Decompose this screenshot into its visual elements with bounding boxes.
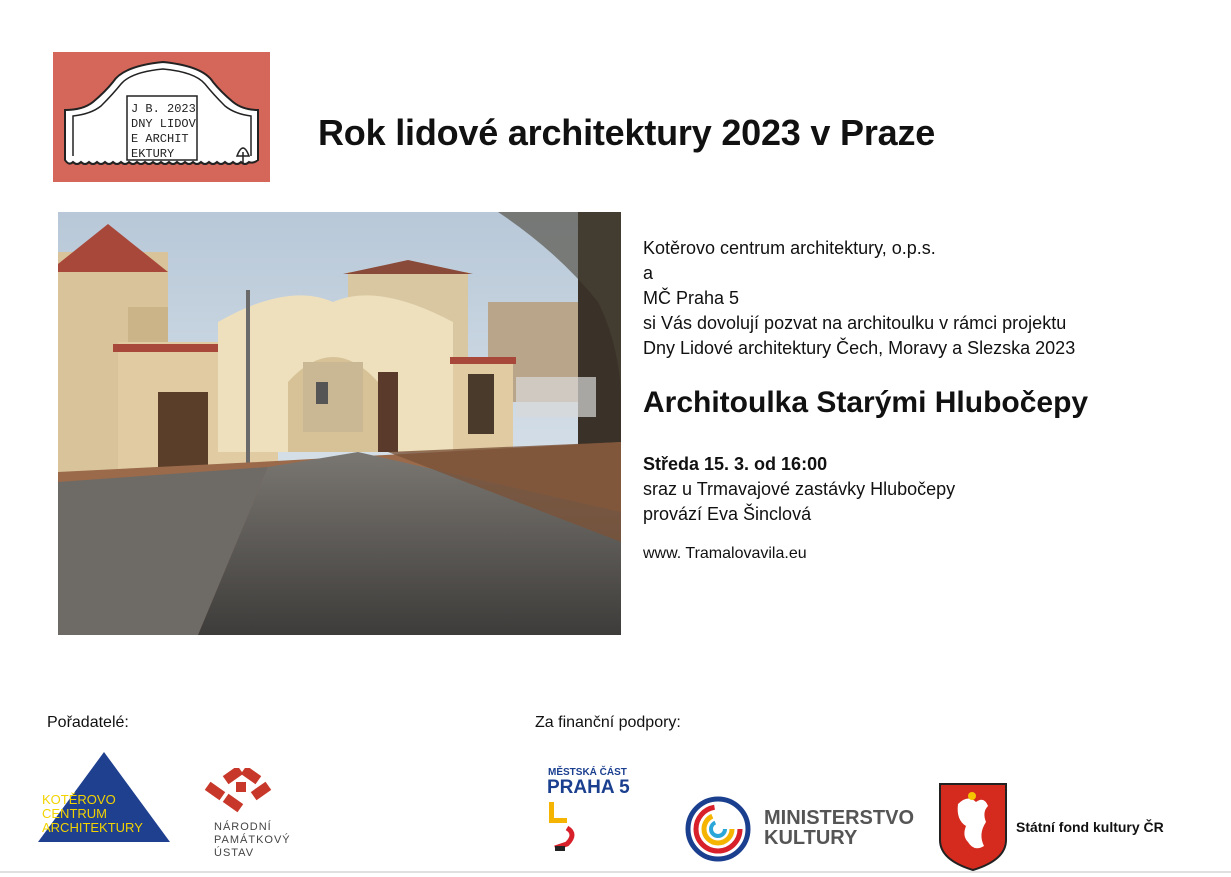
event-headline: Architoulka Starými Hlubočepy [643,386,1089,419]
statni-fond-kultury-logo [938,782,1198,872]
event-guide: provází Eva Šinclová [643,504,812,524]
svg-text:KULTURY: KULTURY [764,827,858,849]
event-datetime: Středa 15. 3. od 16:00 [643,454,828,474]
svg-text:KOTĚROVO: KOTĚROVO [42,792,116,807]
svg-text:Státní fond kultury ČR: Státní fond kultury ČR [1016,819,1164,835]
invitation-line-2: Dny Lidové architektury Čech, Moravy a Slezska 2023 [643,338,1076,358]
praha5-logo [545,762,645,857]
kca-logo [38,752,170,842]
npu-logo [200,768,300,863]
logo-line-2: DNY LIDOV [131,117,196,131]
svg-text:NÁRODNÍ: NÁRODNÍ [214,821,272,833]
organizer-name: Kotěrovo centrum architektury, o.p.s. [643,238,936,258]
support-label: Za finanční podpory: [535,714,681,731]
page-title: Rok lidové architektury 2023 v Praze [318,112,936,153]
logo-line-4: EKTURY [131,147,175,161]
event-meeting-point: sraz u Trmavajové zastávky Hlubočepy [643,479,956,499]
event-details [643,452,955,527]
svg-text:PRAHA 5: PRAHA 5 [547,777,630,798]
district-name: MČ Praha 5 [643,288,740,308]
svg-text:PAMÁTKOVÝ: PAMÁTKOVÝ [214,834,291,846]
gate-photo [58,212,621,635]
bottom-divider [0,871,1231,873]
invitation-text [643,236,1075,361]
ministerstvo-kultury-logo [684,792,924,867]
svg-text:ARCHITEKTURY: ARCHITEKTURY [42,820,143,835]
svg-text:ÚSTAV: ÚSTAV [214,847,255,859]
jb-2023-logo [53,52,270,182]
invitation-line-1: si Vás dovolují pozvat na architoulku v rámci projektu [643,313,1067,333]
logo-line-3: E ARCHIT [131,132,189,146]
svg-text:CENTRUM: CENTRUM [42,806,107,821]
event-website-link[interactable]: www. Tramalovavila.eu [643,545,807,562]
logo-line-1: J B. 2023 [131,102,196,116]
organizers-label: Pořadatelé: [47,714,129,731]
svg-text:MĚSTSKÁ ČÁST: MĚSTSKÁ ČÁST [548,767,627,778]
conjunction: a [643,263,654,283]
svg-text:MINISTERSTVO: MINISTERSTVO [764,807,915,829]
